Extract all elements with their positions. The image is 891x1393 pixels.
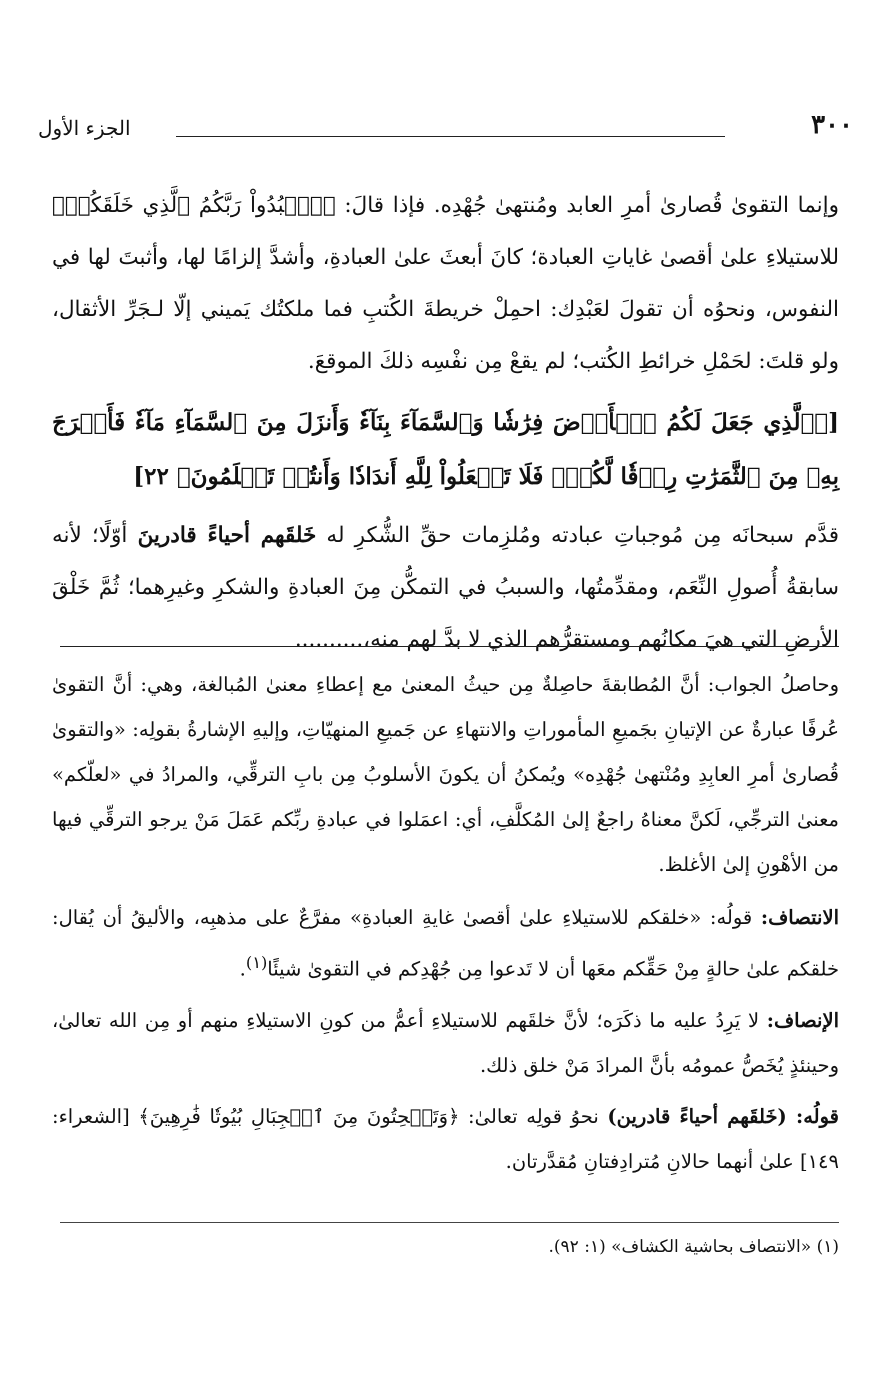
para2-rest: أوّلًا؛ لأنه سابقةُ أُصولِ النِّعَم، ومقدِّمتُها، والسببُ في التمكُّن مِنَ العبادةِ والشكرِ وغيرِهما؛ ثُمَّ خَلْقَ الأرضِ التي هيَ مكانُهم ومستقرُّهم الذي لا بدَّ لهم منه،.......... [52,523,839,652]
insaf-label: الإنصاف: [766,1008,839,1032]
qawluhu-text: نحوُ قولِه تعالىٰ: ﴿وَتَنۡحِتُونَ مِنَ ٱلۡجِبَالِ بُيُوتٗا فَٰرِهِينَ﴾ [الشعراء: ١٤٩] علىٰ أنهما حالانِ مُترادِفتانِ مُقدَّرتان. [52,1104,839,1173]
para2-bold-phrase: خَلقَهم أحياءً قادرينَ [137,523,317,548]
page-number: ٣٠٠ [811,110,853,140]
main-separator [60,646,839,647]
intisaf-text: قولُه: «خلقكم للاستيلاءِ علىٰ أقصىٰ غايةِ العبادةِ» مفرَّعٌ على مذهبِه، والأليقُ أن يُقال: خلقكم علىٰ حالةٍ مِنْ حَقِّكم معَها أن لا تَدعوا مِن جُهْدِكم في التقوىٰ شيئًا [52,906,839,981]
part-title: الجزء الأول [38,116,131,140]
insaf-text: لا يَرِدُ عليه ما ذكَرَه؛ لأنَّ خلقَهم للاستيلاءِ أعمُّ من كونِ الاستيلاءِ منهم أو مِن الله تعالىٰ، وحينئذٍ يُخَصُّ عمومُه بأنَّ المرادَ مَنْ خلق ذلك. [52,1008,839,1077]
quran-verse: [﴿ٱلَّذِي جَعَلَ لَكُمُ ٱلۡأَرۡضَ فِرَٰشٗا وَٱلسَّمَآءَ بِنَآءٗ وَأَنزَلَ مِنَ ٱلسَّمَآءِ مَآءٗ فَأَخۡرَجَ بِهِۦ مِنَ ٱلثَّمَرَٰتِ رِزۡقٗا لَّكُمۡۖ فَلَا تَجۡعَلُواْ لِلَّهِ أَندَادٗا وَأَنتُمۡ تَعۡلَمُونَ﴾ ٢٢] [52,409,839,490]
main-paragraph-2 [52,510,839,666]
commentary-paragraph-3 [52,998,839,1088]
main-paragraph-1: وإنما التقوىٰ قُصارىٰ أمرِ العابد ومُنتهىٰ جُهْدِه. فإذا قالَ: ﴿ٱعۡبُدُواْ رَبَّكُمُ ٱلَّذِي خَلَقَكُمۡ﴾ للاستيلاءِ علىٰ أقصىٰ غاياتِ العبادة؛ كانَ أبعثَ علىٰ العبادةِ، وأشدَّ إلزامًا لها، وأثبتَ لها في النفوس، ونحوُه أن تقولَ لعَبْدِك: احمِلْ خريطةَ الكُتبِ فما ملكتُك يَميني إلّا لـجَرِّ الأثقال، ولو قلتَ: لحَمْلِ خرائطِ الكُتب؛ لم يقعْ مِن نفْسِه ذلكَ الموقعَ. [52,193,839,374]
commentary-text [52,662,839,1192]
header-rule [176,136,725,137]
para2-lead: قدَّم سبحانَه مِن مُوجباتِ عبادته ومُلزِمات حقِّ الشُّكرِ له [316,523,839,548]
intisaf-label: الانتصاف: [760,906,839,929]
footnote-separator [60,1222,839,1223]
intisaf-end: . [239,957,246,981]
commentary-paragraph-4 [52,1094,839,1184]
commentary-paragraph-2 [52,895,839,992]
footnote: (١) «الانتصاف بحاشية الكشاف» (١: ٩٢). [548,1237,839,1257]
page-header [38,112,853,152]
main-text [52,180,839,666]
commentary-paragraph-1: وحاصلُ الجواب: أنَّ المُطابقةَ حاصِلةٌ مِن حيثُ المعنىٰ مع إعطاءِ معنىٰ المُبالغة، وهي: أنَّ التقوىٰ عُرفًا عبارةٌ عن الإتيانِ بجَميعِ المأموراتِ والانتهاءِ عن جَميعِ المنهيّاتِ، وإليهِ الإشارةُ بقولِه: «والتقوىٰ قُصارىٰ أمرِ العابِدِ ومُنْتهىٰ جُهْدِه» ويُمكنُ أن يكونَ الأسلوبُ مِن بابِ الترقِّي، والمرادُ في «لعلّكم» معنىٰ الترجِّي، لَكنَّ معناهُ راجعٌ إلىٰ المُكلَّفِ، أي: اعمَلوا في عبادةِ ربِّكم عَمَلَ مَنْ يرجو الترقِّي فيها من الأهْونِ إلىٰ الأغلظ. [52,673,839,876]
qawluhu-label: قولُه: (خَلقَهم أحياءً قادرين) [607,1104,840,1128]
footnote-ref[interactable]: (١) [245,953,268,972]
